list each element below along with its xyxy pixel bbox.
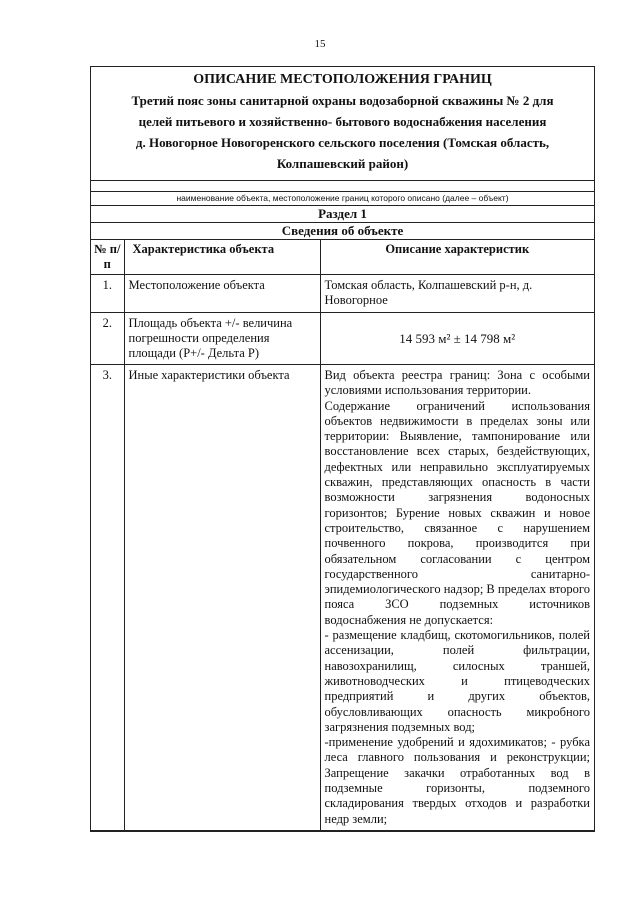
document-table	[90, 66, 595, 832]
object-name-line-2: целей питьевого и хозяйственно- бытового водоснабжения населения	[138, 114, 547, 129]
description-paragraph: Содержание ограничений использования объектов недвижимости в пределах зоны или территории: Выявление, тампонирование или восстановление всех старых, бездействующих, дефектных или неправильно эксплуатируемых скважин, представляющих опасность в части возможности загрязнения водоносных горизонтов; Бурение новых скважин и новое строительство, связанное с нарушением почвенного покрова, производится при обязательном согласовании с центром государственного санитарно-эпидемиологического надзор; В пределах второго пояса ЗСО подземных источников водоснабжения не допускается:	[324, 398, 590, 627]
object-name-line-1: Третий пояс зоны санитарной охраны водозаборной скважины № 2 для	[131, 93, 554, 108]
title-block	[91, 67, 594, 181]
row-num: 2.	[91, 313, 124, 365]
table-row	[91, 365, 594, 831]
table-row	[91, 275, 594, 313]
header-num: № п/п	[91, 240, 124, 275]
page-number: 15	[314, 38, 326, 50]
row-characteristic: Иные характеристики объекта	[124, 365, 320, 831]
section-subtitle: Сведения об объекте	[91, 223, 594, 240]
header-description: Описание характеристик	[320, 240, 594, 275]
header-characteristic: Характеристика объекта	[124, 240, 320, 275]
table-header-row	[91, 240, 594, 275]
object-caption: наименование объекта, местоположение границ которого описано (далее – объект)	[91, 192, 594, 206]
row-characteristic: Площадь объекта +/- величина погрешности определения площади (Р+/- Дельта Р)	[124, 313, 320, 365]
characteristics-table	[91, 240, 594, 831]
spacer-row	[91, 181, 594, 192]
description-paragraph: Вид объекта реестра границ: Зона с особыми условиями использования территории.	[324, 368, 590, 398]
row-characteristic: Местоположение объекта	[124, 275, 320, 313]
object-name-line-4: Колпашевский район)	[276, 156, 409, 171]
description-paragraph: -применение удобрений и ядохимикатов; - рубка леса главного пользования и реконструкции; Запрещение закачки отработанных вод в подземные горизонты, подземного складирования твердых отходов и разработки недр земли;	[324, 735, 590, 826]
row-num: 3.	[91, 365, 124, 831]
table-row	[91, 313, 594, 365]
document-title: ОПИСАНИЕ МЕСТОПОЛОЖЕНИЯ ГРАНИЦ	[193, 72, 492, 87]
row-description: 14 593 м² ± 14 798 м²	[320, 313, 594, 365]
row-num: 1.	[91, 275, 124, 313]
row-description: Томская область, Колпашевский р-н, д. Новогорное	[320, 275, 594, 313]
section-title: Раздел 1	[91, 206, 594, 223]
row-description	[320, 365, 594, 831]
object-name-line-3: д. Новогорное Новогоренского сельского поселения (Томская область,	[135, 135, 550, 150]
description-paragraph: - размещение кладбищ, скотомогильников, полей ассенизации, полей фильтрации, навозохранилищ, силосных траншей, животноводческих и птицеводческих предприятий и других объектов, обусловливающих опасность микробного загрязнения подземных вод;	[324, 628, 590, 734]
